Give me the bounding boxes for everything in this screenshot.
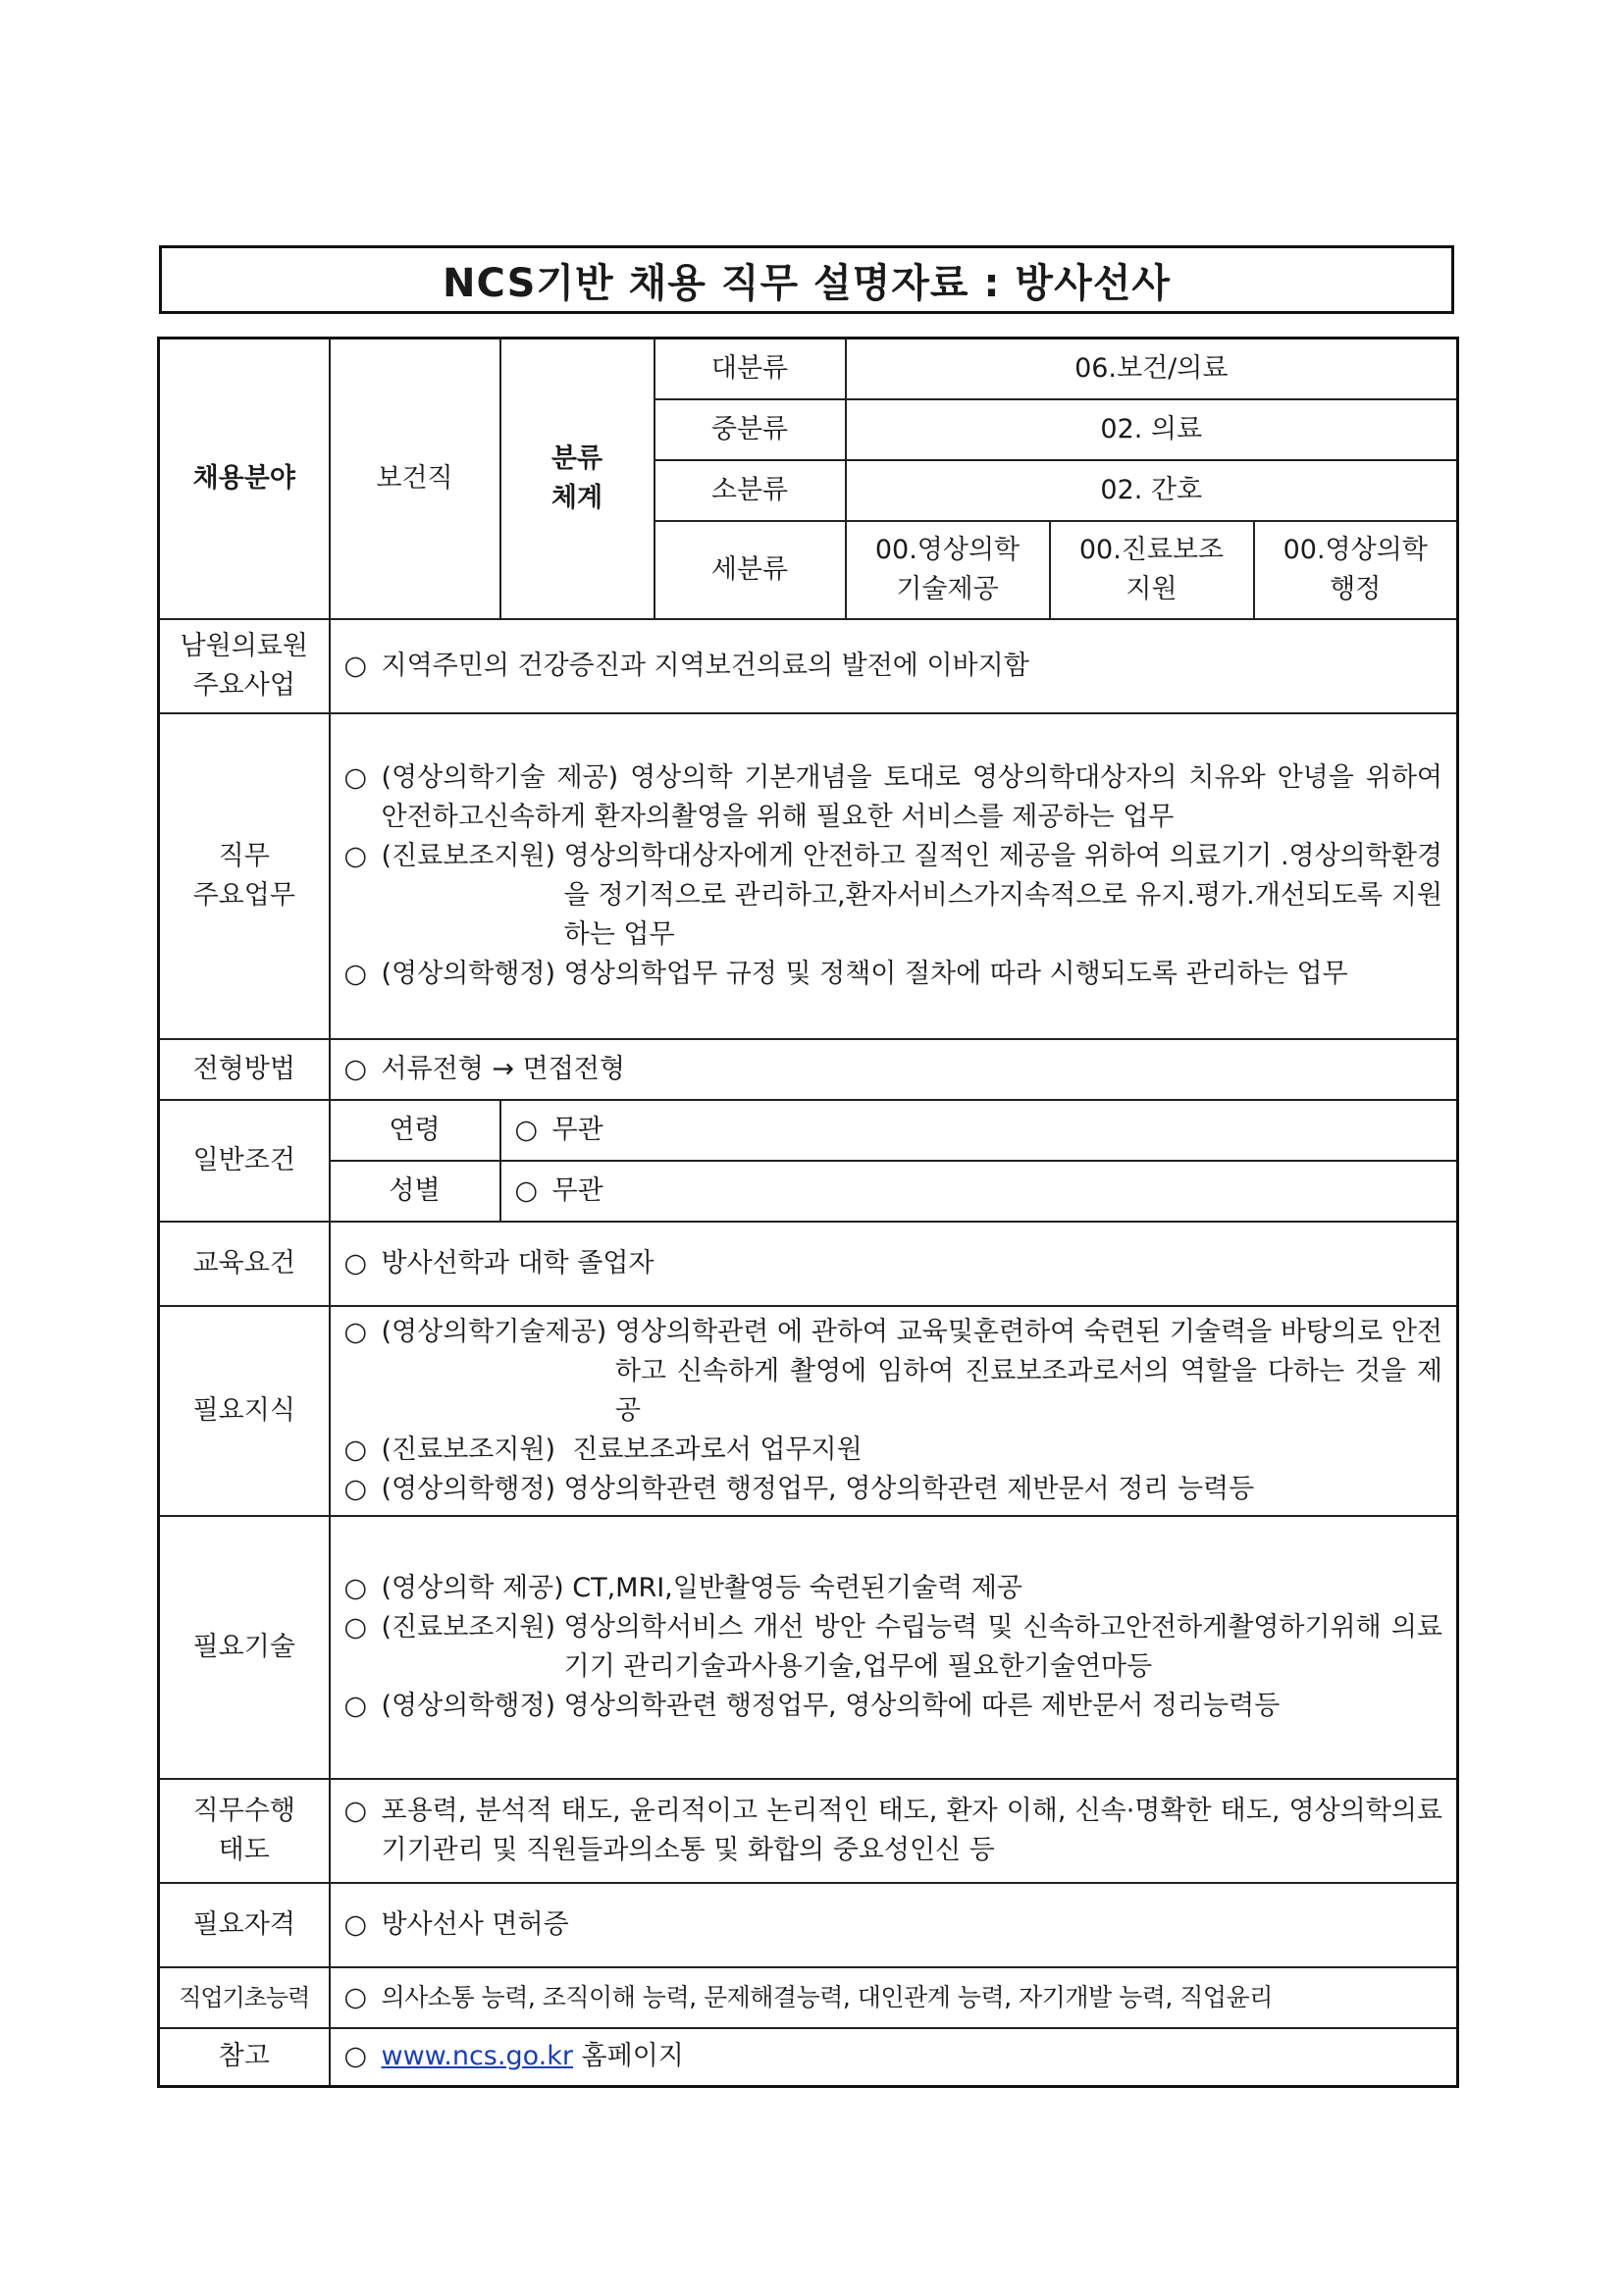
detail-category-item: 00.진료보조 지원 — [1050, 521, 1254, 619]
duty-tag: (진료보조지원) — [381, 840, 564, 871]
duty-tag: (영상의학기술 제공) — [381, 761, 631, 793]
gender-content — [500, 1161, 1458, 1222]
middle-category-value: 02. 의료 — [846, 399, 1458, 460]
knowledge-tag: (진료보조지원) — [381, 1434, 573, 1465]
business-content — [330, 619, 1458, 713]
bullet-icon: ○ — [343, 958, 368, 989]
bullet-icon: ○ — [343, 2041, 368, 2072]
minor-category-label: 소분류 — [654, 460, 846, 521]
bullet-icon: ○ — [343, 1434, 368, 1465]
knowledge-item — [344, 1431, 1443, 1470]
skill-text: 영상의학서비스 개선 방안 수립능력 및 신속하고안전하게촬영하기위해 의료기기 관리기술과사용기술,업무에 필요한기술연마등 — [563, 1611, 1443, 1682]
duty-text: 영상의학대상자에게 안전하고 질적인 제공을 위하여 의료기기 .영상의학환경을 정기적으로 관리하고,환자서비스가지속적으로 유지.평가.개선되도록 지원하는 업무 — [563, 840, 1443, 950]
method-text: 서류전형 → 면접전형 — [381, 1053, 625, 1084]
knowledge-item — [344, 1470, 1443, 1509]
skill-tag: (진료보조지원) — [381, 1611, 564, 1643]
duty-item — [344, 955, 1443, 994]
bullet-icon: ○ — [343, 1572, 368, 1603]
knowledge-item — [344, 1313, 1443, 1431]
attitude-text: 포용력, 분석적 태도, 윤리적이고 논리적인 태도, 환자 이해, 신속·명확한 태도, 영상의학의료기기관리 및 직원들과의소통 및 화합의 중요성인신 등 — [381, 1795, 1443, 1865]
skills-label: 필요기술 — [159, 1516, 330, 1779]
business-text: 지역주민의 건강증진과 지역보건의료의 발전에 이바지함 — [381, 650, 1029, 681]
bullet-icon: ○ — [343, 1316, 368, 1347]
knowledge-text: 진료보조과로서 업무지원 — [572, 1434, 863, 1465]
duty-item — [344, 758, 1443, 837]
reference-text: 홈페이지 — [572, 2041, 684, 2072]
skill-tag: (영상의학행정) — [381, 1690, 564, 1721]
skill-item — [344, 1608, 1443, 1687]
recruit-field-label: 채용분야 — [159, 339, 330, 619]
middle-category-label: 중분류 — [654, 399, 846, 460]
duties-label: 직무 주요업무 — [159, 713, 330, 1039]
age-label: 연령 — [330, 1100, 500, 1161]
qualification-text: 방사선사 면허증 — [381, 1908, 569, 1940]
qualification-label: 필요자격 — [159, 1883, 330, 1967]
bullet-icon: ○ — [343, 1611, 368, 1643]
recruit-field-value: 보건직 — [330, 339, 500, 619]
attitude-content — [330, 1779, 1458, 1883]
bullet-icon: ○ — [343, 1795, 368, 1826]
bullet-icon: ○ — [343, 650, 368, 681]
knowledge-label: 필요지식 — [159, 1306, 330, 1516]
job-description-table — [157, 337, 1459, 2088]
knowledge-tag: (영상의학행정) — [381, 1473, 564, 1504]
reference-content — [330, 2028, 1458, 2087]
bullet-icon: ○ — [343, 1053, 368, 1084]
education-content — [330, 1222, 1458, 1306]
bullet-icon: ○ — [343, 1908, 368, 1940]
education-text: 방사선학과 대학 졸업자 — [381, 1247, 654, 1278]
age-text: 무관 — [551, 1114, 603, 1145]
duties-list — [344, 753, 1443, 1000]
bullet-icon: ○ — [343, 1473, 368, 1504]
basic-ability-label: 직업기초능력 — [159, 1967, 330, 2028]
detail-category-label: 세분류 — [654, 521, 846, 619]
skill-text: CT,MRI,일반촬영등 숙련된기술력 제공 — [572, 1572, 1022, 1603]
bullet-icon: ○ — [343, 840, 368, 871]
knowledge-text: 영상의학관련 에 관하여 교육및훈련하여 숙련된 기술력을 바탕의로 안전하고 신속하게 촬영에 임하여 진료보조과로서의 역할을 다하는 것을 제공 — [614, 1316, 1443, 1426]
general-condition-label: 일반조건 — [159, 1100, 330, 1222]
knowledge-content — [330, 1306, 1458, 1516]
duty-item — [344, 837, 1443, 955]
duty-tag: (영상의학행정) — [381, 958, 564, 989]
education-label: 교육요건 — [159, 1222, 330, 1306]
skill-item — [344, 1687, 1443, 1726]
bullet-icon: ○ — [343, 761, 368, 793]
duties-content — [330, 713, 1458, 1039]
gender-label: 성별 — [330, 1161, 500, 1222]
bullet-icon: ○ — [343, 1247, 368, 1278]
age-content — [500, 1100, 1458, 1161]
page-title: NCS기반 채용 직무 설명자료 : 방사선사 — [159, 245, 1454, 314]
bullet-icon: ○ — [514, 1114, 539, 1145]
skill-tag: (영상의학 제공) — [381, 1572, 573, 1603]
business-label: 남원의료원 주요사업 — [159, 619, 330, 713]
skill-item — [344, 1569, 1443, 1608]
skills-content — [330, 1516, 1458, 1779]
detail-category-item: 00.영상의학 기술제공 — [846, 521, 1050, 619]
knowledge-tag: (영상의학기술제공) — [381, 1316, 615, 1347]
duty-text: 영상의학 기본개념을 토대로 영상의학대상자의 치유와 안녕을 위하여 안전하고신속하게 환자의촬영을 위해 필요한 서비스를 제공하는 업무 — [381, 761, 1443, 832]
knowledge-text: 영상의학관련 행정업무, 영상의학관련 제반문서 정리 능력등 — [563, 1473, 1255, 1504]
bullet-icon: ○ — [343, 1981, 368, 2012]
method-content — [330, 1039, 1458, 1100]
major-category-label: 대분류 — [654, 339, 846, 399]
basic-ability-content — [330, 1967, 1458, 2028]
skill-text: 영상의학관련 행정업무, 영상의학에 따른 제반문서 정리능력등 — [563, 1690, 1281, 1721]
reference-label: 참고 — [159, 2028, 330, 2087]
minor-category-value: 02. 간호 — [846, 460, 1458, 521]
ncs-homepage-link[interactable]: www.ncs.go.kr — [381, 2041, 573, 2072]
major-category-value: 06.보건/의료 — [846, 339, 1458, 399]
classification-label: 분류 체계 — [500, 339, 654, 619]
attitude-label: 직무수행 태도 — [159, 1779, 330, 1883]
bullet-icon: ○ — [343, 1690, 368, 1721]
bullet-icon: ○ — [514, 1174, 539, 1206]
duty-text: 영상의학업무 규정 및 정책이 절차에 따라 시행되도록 관리하는 업무 — [563, 958, 1348, 989]
gender-text: 무관 — [551, 1174, 603, 1206]
basic-ability-text: 의사소통 능력, 조직이해 능력, 문제해결능력, 대인관계 능력, 자기개발 능력, 직업윤리 — [381, 1982, 1273, 2011]
qualification-content — [330, 1883, 1458, 1967]
detail-category-item: 00.영상의학 행정 — [1254, 521, 1458, 619]
method-label: 전형방법 — [159, 1039, 330, 1100]
